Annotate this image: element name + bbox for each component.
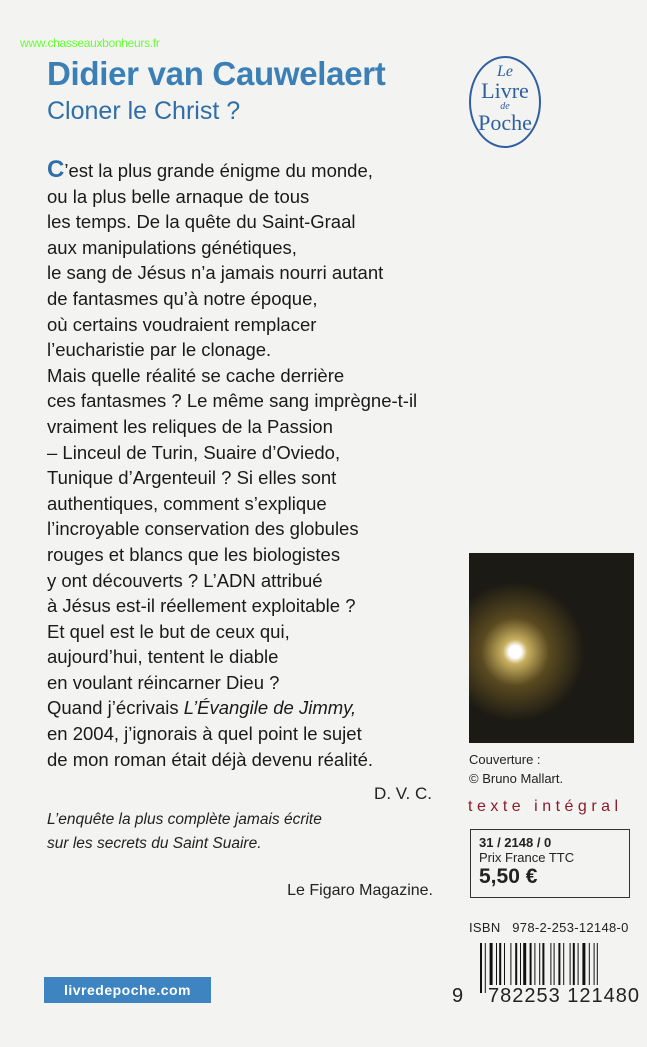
logo-livre: Livre (481, 78, 529, 103)
quote-source: Le Figaro Magazine. (287, 882, 433, 899)
publisher-logo (469, 56, 541, 148)
blurb-text (47, 158, 417, 772)
website-link[interactable]: livredepoche.com (44, 977, 211, 1003)
price-box (470, 829, 630, 898)
texte-integral-label: texte intégral (468, 798, 623, 815)
drop-letter: C (47, 156, 65, 183)
credit-name: © Bruno Mallart. (469, 771, 564, 786)
blurb-line: en 2004, j’ignorais à quel point le sujet (47, 723, 362, 745)
blurb-line (47, 158, 417, 184)
press-quote (47, 808, 322, 856)
blurb-line: où certains voudraient remplacer (47, 313, 317, 335)
price-value: 5,50 € (479, 865, 538, 888)
catalog-code: 31 / 2148 / 0 (479, 835, 552, 850)
novel-title: L’Évangile de Jimmy, (183, 697, 357, 719)
blurb-line: l’incroyable conservation des globules (47, 518, 359, 540)
barcode-digits: 782253 121480 (488, 985, 641, 1007)
blurb-line: à Jésus est-il réellement exploitable ? (47, 595, 356, 617)
blurb-line: Et quel est le but de ceux qui, (47, 620, 290, 642)
blurb-line: – Linceul de Turin, Suaire d’Oviedo, (47, 441, 341, 463)
blurb-line: en voulant réincarner Dieu ? (47, 671, 280, 693)
blurb-text-segment: Quand j’écrivais (47, 697, 184, 719)
logo-de: de (500, 101, 510, 112)
blurb-line: le sang de Jésus n’a jamais nourri autant (47, 262, 384, 284)
blurb-line: rouges et blancs que les biologistes (47, 543, 341, 565)
blurb-line: ou la plus belle arnaque de tous (47, 185, 310, 207)
blurb-line: l’eucharistie par le clonage. (47, 339, 272, 361)
quote-line: L’enquête la plus complète jamais écrite (47, 811, 322, 828)
blurb-line: y ont découverts ? L’ADN attribué (47, 569, 323, 591)
blurb-line: aux manipulations génétiques, (47, 236, 297, 258)
blurb-line: les temps. De la quête du Saint-Graal (47, 211, 356, 233)
blurb-line: Tunique d’Argenteuil ? Si elles sont (47, 467, 337, 489)
blurb-line: Mais quelle réalité se cache derrière (47, 364, 345, 386)
cover-image (469, 553, 634, 743)
barcode-bar (480, 943, 482, 993)
credit-label: Couverture : (469, 752, 541, 767)
blurb-line: authentiques, comment s’explique (47, 492, 327, 514)
isbn: ISBN 978-2-253-12148-0 (469, 920, 629, 935)
quote-line: sur les secrets du Saint Suaire. (47, 835, 262, 852)
blurb-line: vraiment les reliques de la Passion (47, 415, 333, 437)
blurb-line: de mon roman était déjà devenu réalité. (47, 748, 374, 770)
blurb-text-segment: ’est la plus grande énigme du monde, (64, 160, 373, 181)
blurb-line: de fantasmes qu’à notre époque, (47, 287, 318, 309)
price-label: Prix France TTC (479, 850, 575, 865)
barcode-first-digit: 9 (452, 985, 464, 1007)
signature: D. V. C. (374, 784, 432, 803)
blurb-line (47, 695, 417, 721)
author-name: Didier van Cauwelaert (47, 55, 386, 92)
cover-credit (469, 750, 563, 788)
logo-poche: Poche (478, 110, 532, 135)
book-title: Cloner le Christ ? (47, 97, 241, 125)
watermark: www.chasseauxbonheurs.fr (20, 36, 160, 50)
blurb-line: aujourd’hui, tentent le diable (47, 646, 279, 668)
blurb-line: ces fantasmes ? Le même sang imprègne-t-il (47, 390, 418, 412)
logo-le: Le (497, 63, 513, 80)
